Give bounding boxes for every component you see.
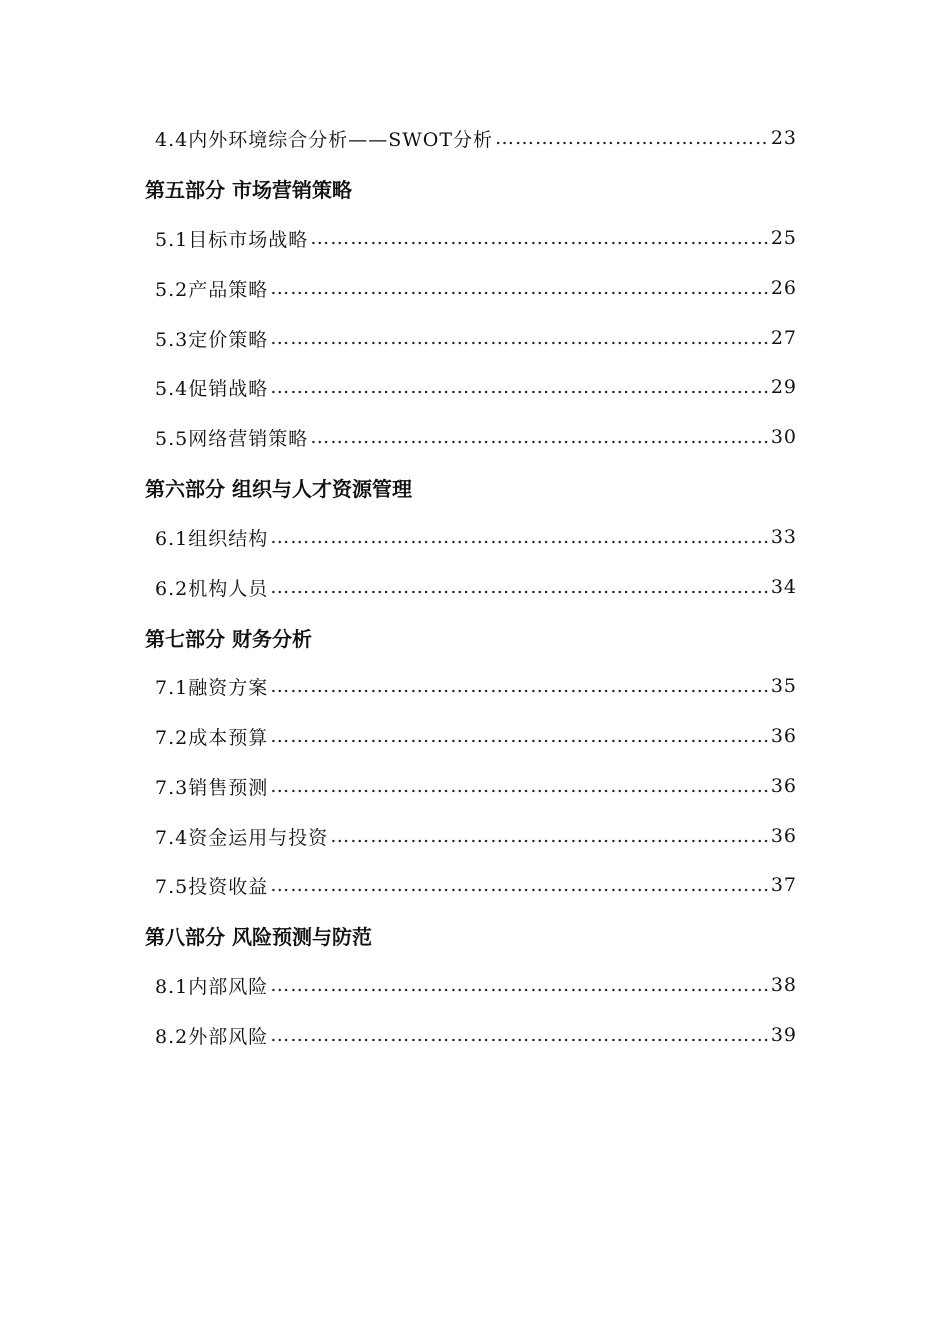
toc-entry-label: 8.1内部风险: [155, 975, 269, 998]
dot-leader: [270, 277, 769, 299]
toc-entry-label: 6.2机构人员: [155, 577, 269, 600]
dot-leader: [270, 376, 769, 398]
dot-leader: [270, 526, 769, 548]
toc-entry-label: 8.2外部风险: [155, 1025, 269, 1048]
dot-leader: [270, 1024, 769, 1046]
toc-entry-label: 5.1目标市场战略: [155, 228, 309, 251]
toc-entry-5-3[interactable]: [155, 323, 797, 353]
dot-leader: [270, 725, 769, 747]
toc-entry-5-4[interactable]: [155, 372, 797, 402]
toc-entry-label: 5.4促销战略: [155, 377, 269, 400]
toc-page-number: 39: [770, 1024, 797, 1046]
toc-page-number: 36: [770, 775, 797, 797]
section-heading-part-6[interactable]: 第六部分 组织与人才资源管理: [145, 476, 412, 501]
dot-leader: [310, 426, 769, 448]
section-heading-part-8[interactable]: 第八部分 风险预测与防范: [145, 924, 372, 949]
toc-entry-6-1[interactable]: [155, 522, 797, 552]
dot-leader: [270, 974, 769, 996]
section-heading-part-7[interactable]: 第七部分 财务分析: [145, 626, 312, 651]
toc-entry-label: 5.5网络营销策略: [155, 427, 309, 450]
toc-page-number: 25: [770, 227, 797, 249]
toc-page-number: 29: [770, 376, 797, 398]
toc-entry-label: 5.3定价策略: [155, 328, 269, 351]
toc-entry-5-5[interactable]: [155, 422, 797, 452]
dot-leader: [270, 775, 769, 797]
dot-leader: [270, 327, 769, 349]
dot-leader: [270, 675, 769, 697]
toc-entry-7-1[interactable]: [155, 671, 797, 701]
toc-page-number: 37: [770, 874, 797, 896]
dot-leader: [310, 227, 769, 249]
dot-leader: [270, 576, 769, 598]
toc-page-number: 27: [770, 327, 797, 349]
toc-entry-label: 5.2产品策略: [155, 278, 269, 301]
toc-entry-label: 7.5投资收益: [155, 875, 269, 898]
toc-page-number: 26: [770, 277, 797, 299]
toc-page-number: 34: [770, 576, 797, 598]
toc-page-number: 33: [770, 526, 797, 548]
toc-page-number: 23: [770, 127, 797, 149]
toc-entry-7-4[interactable]: [155, 821, 797, 851]
toc-page-number: 36: [770, 725, 797, 747]
toc-page-number: 36: [770, 825, 797, 847]
toc-entry-label: 4.4内外环境综合分析——SWOT分析: [155, 128, 494, 151]
dot-leader: [495, 127, 769, 149]
toc-entry-4-4[interactable]: [155, 123, 797, 153]
toc-entry-label: 7.3销售预测: [155, 776, 269, 799]
toc-entry-8-2[interactable]: [155, 1020, 797, 1050]
toc-entry-label: 7.4资金运用与投资: [155, 826, 329, 849]
toc-entry-5-2[interactable]: [155, 273, 797, 303]
section-heading-part-5[interactable]: 第五部分 市场营销策略: [145, 177, 352, 202]
toc-entry-7-5[interactable]: [155, 870, 797, 900]
toc-entry-label: 7.1融资方案: [155, 676, 269, 699]
toc-entry-label: 7.2成本预算: [155, 726, 269, 749]
toc-entry-7-3[interactable]: [155, 771, 797, 801]
toc-page-number: 30: [770, 426, 797, 448]
toc-page-number: 38: [770, 974, 797, 996]
toc-entry-label: 6.1组织结构: [155, 527, 269, 550]
toc-entry-6-2[interactable]: [155, 572, 797, 602]
dot-leader: [330, 825, 769, 847]
toc-entry-7-2[interactable]: [155, 721, 797, 751]
dot-leader: [270, 874, 769, 896]
toc-page-number: 35: [770, 675, 797, 697]
toc-entry-8-1[interactable]: [155, 970, 797, 1000]
toc-entry-5-1[interactable]: [155, 223, 797, 253]
